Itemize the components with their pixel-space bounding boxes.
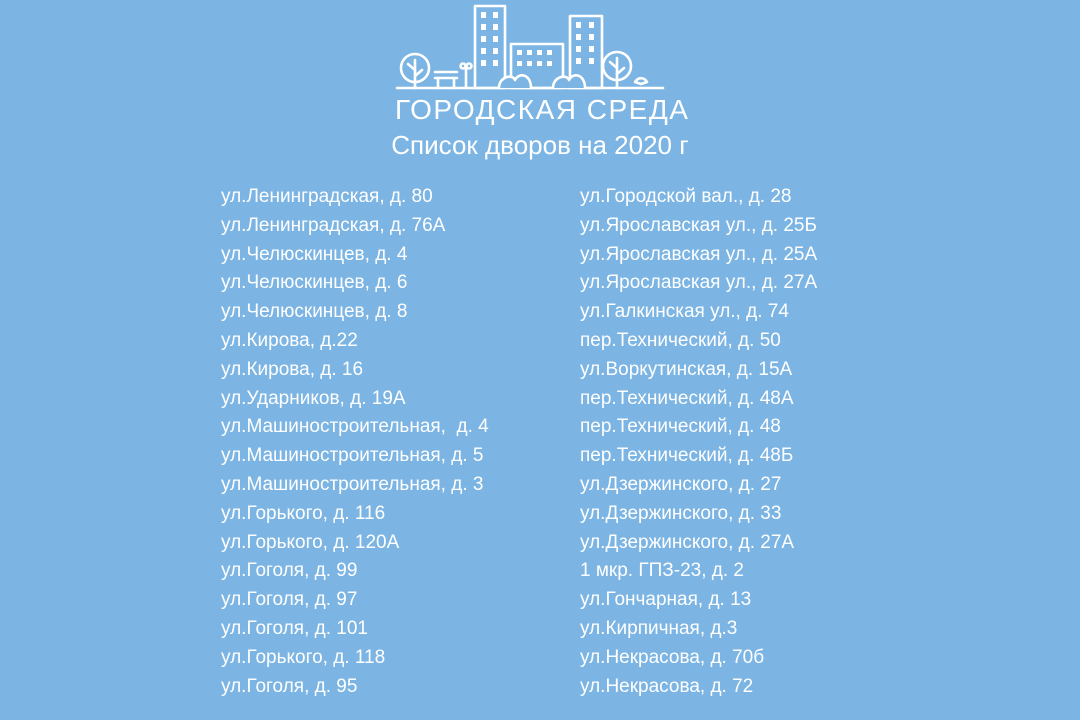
page-title: Список дворов на 2020 г (391, 130, 689, 160)
list-item: ул.Машиностроительная, д. 5 (221, 445, 484, 467)
list-item: ул.Гоголя, д. 95 (221, 675, 358, 697)
list-item: пер.Технический, д. 48 (580, 416, 781, 438)
list-item: ул.Ленинградская, д. 76А (221, 214, 446, 236)
address-list-right (580, 183, 817, 701)
list-item: ул.Городской вал., д. 28 (580, 186, 792, 207)
list-item: ул.Некрасова, д. 72 (580, 675, 754, 697)
list-item: пер.Технический, д. 50 (580, 329, 781, 351)
list-item: ул.Ярославская ул., д. 25Б (580, 214, 817, 236)
list-item: ул.Ударников, д. 19А (221, 387, 406, 409)
list-item: ул.Дзержинского, д. 27А (580, 531, 795, 553)
list-item: ул.Гоголя, д. 97 (221, 589, 358, 611)
list-item: ул.Воркутинская, д. 15А (580, 358, 793, 380)
tree-icon (603, 52, 631, 88)
list-item: ул.Машиностроительная, д. 3 (221, 473, 484, 495)
list-item: ул.Челюскинцев, д. 4 (221, 243, 408, 265)
list-item: ул.Ленинградская, д. 80 (221, 186, 433, 207)
bench-icon (435, 72, 457, 88)
list-item: ул.Горького, д. 116 (221, 502, 386, 524)
list-item: ул.Машиностроительная, д. 4 (221, 416, 489, 438)
list-item: ул.Некрасова, д. 70б (580, 646, 765, 668)
city-skyline-icon (395, 2, 665, 94)
list-item: ул.Ярославская ул., д. 27А (580, 272, 818, 294)
list-item: ул.Кирова, д.22 (221, 329, 358, 351)
list-item: ул.Гоголя, д. 101 (221, 617, 368, 639)
list-item: ул.Галкинская ул., д. 74 (580, 301, 789, 323)
list-item: пер.Технический, д. 48Б (580, 445, 794, 467)
bush-icon (499, 75, 585, 88)
list-item: ул.Дзержинского, д. 33 (580, 502, 782, 524)
list-item: пер.Технический, д. 48А (580, 387, 794, 409)
list-item: ул.Челюскинцев, д. 6 (221, 272, 408, 294)
street-lamp-icon (461, 64, 472, 89)
list-item: ул.Кирпичная, д.3 (580, 617, 738, 639)
bird-icon (635, 78, 647, 84)
list-item: ул.Горького, д. 120А (221, 531, 400, 553)
list-item: ул.Ярославская ул., д. 25А (580, 243, 818, 265)
list-item: ул.Челюскинцев, д. 8 (221, 301, 408, 323)
address-list-left (221, 183, 489, 701)
list-item: ул.Гончарная, д. 13 (580, 589, 752, 611)
tree-icon (401, 54, 429, 88)
list-item: ул.Дзержинского, д. 27 (580, 473, 782, 495)
list-item: ул.Горького, д. 118 (221, 646, 386, 668)
list-item: ул.Гоголя, д. 99 (221, 560, 358, 582)
list-item: ул.Кирова, д. 16 (221, 358, 364, 380)
list-item: 1 мкр. ГПЗ-23, д. 2 (580, 560, 744, 582)
brand-name: ГОРОДСКАЯ СРЕДА (395, 94, 690, 125)
